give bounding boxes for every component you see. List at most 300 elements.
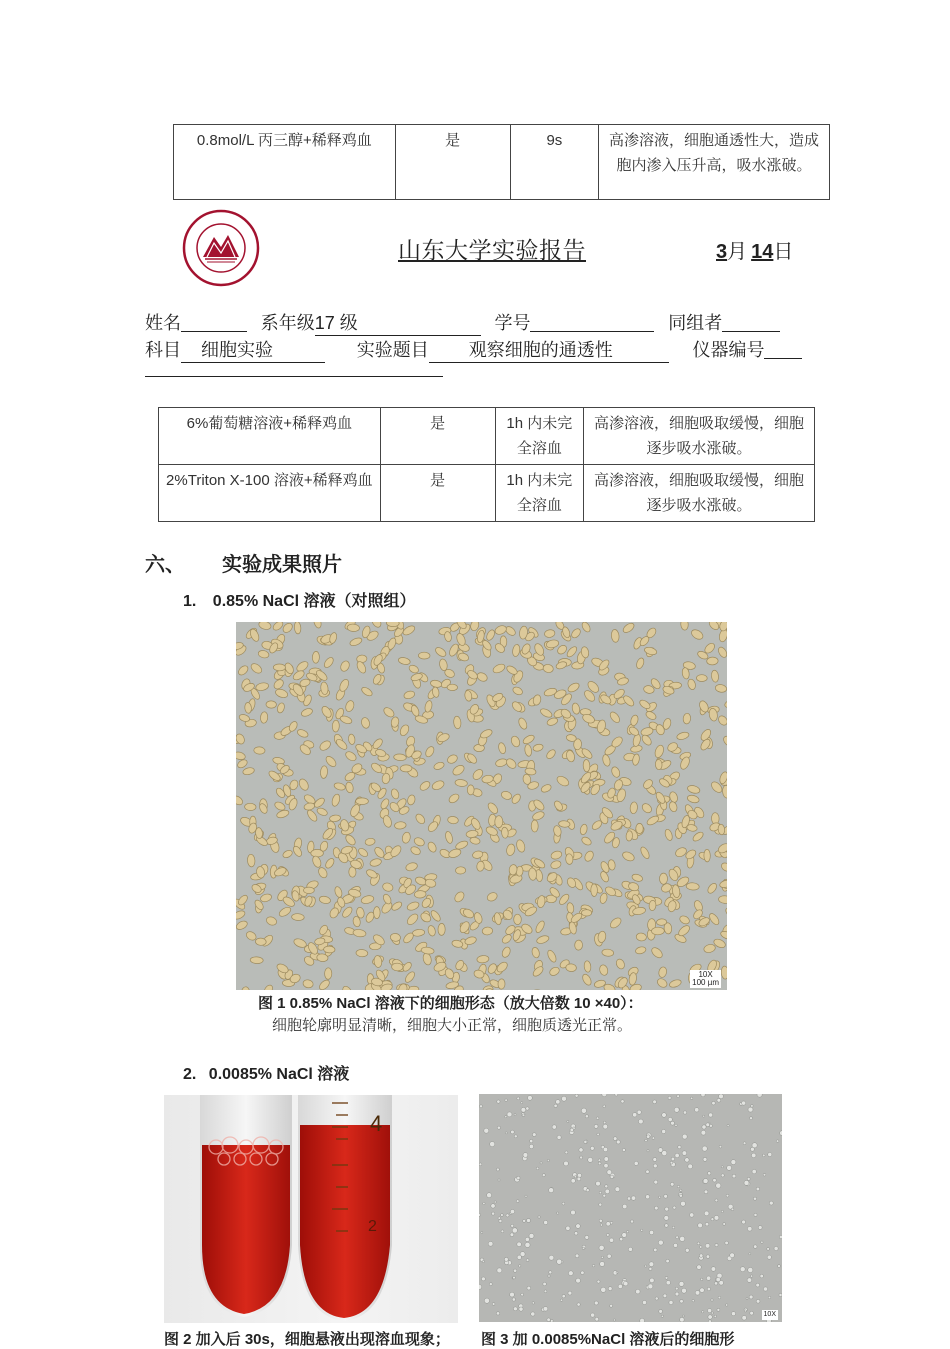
cell-texture <box>532 743 544 752</box>
ghost-cell-texture <box>705 1222 709 1226</box>
name-label: 姓名 <box>145 313 181 334</box>
ghost-cell-texture <box>732 1174 736 1178</box>
table-cell-time: 1h 内未完全溶血 <box>495 408 583 465</box>
ghost-cell-texture <box>596 1117 599 1120</box>
ghost-cell-texture <box>756 1299 760 1303</box>
ghost-cell-texture <box>654 1248 658 1252</box>
ghost-cell-texture <box>747 1278 752 1283</box>
ghost-cell-texture <box>479 1213 481 1216</box>
topic-value <box>429 336 669 363</box>
figure-2-tubes-photo <box>164 1095 458 1323</box>
cell-texture <box>447 816 458 824</box>
cell-texture <box>311 855 322 869</box>
cell-texture <box>292 845 304 858</box>
results-table-top <box>173 124 830 200</box>
ghost-cell-texture <box>711 1218 714 1221</box>
cell-texture <box>678 914 690 925</box>
ghost-cell-texture <box>527 1219 531 1223</box>
ghost-cell-texture <box>484 1128 489 1133</box>
cell-texture <box>580 836 592 847</box>
ghost-cell-texture <box>669 1300 673 1304</box>
ghost-cell-texture <box>576 1224 581 1229</box>
subject-label: 科目 <box>145 340 181 361</box>
ghost-cell-texture <box>714 1315 716 1317</box>
cell-texture <box>236 751 246 761</box>
cell-texture <box>542 664 553 674</box>
cell-texture <box>455 779 468 787</box>
cell-texture <box>306 809 319 823</box>
cell-texture <box>645 710 658 721</box>
cell-texture <box>360 717 370 729</box>
ghost-cell-texture <box>540 1162 542 1164</box>
ghost-cell-texture <box>682 1315 684 1317</box>
ghost-cell-texture <box>727 1165 732 1170</box>
cell-texture <box>258 622 272 631</box>
cell-texture <box>429 909 442 923</box>
ghost-cell-texture <box>525 1237 529 1241</box>
scale-bar-magnification: 10X <box>692 971 719 979</box>
cell-texture <box>717 646 727 659</box>
ghost-cell-texture <box>701 1278 703 1280</box>
cell-texture <box>500 790 513 801</box>
ghost-cell-texture <box>481 1232 483 1234</box>
cell-texture <box>334 886 343 898</box>
ghost-cell-texture <box>671 1157 675 1161</box>
cell-texture <box>254 747 266 755</box>
cell-texture <box>540 783 552 793</box>
ghost-cell-texture <box>675 1287 678 1290</box>
ghost-cell-texture <box>596 1181 601 1186</box>
ghost-cell-texture <box>618 1284 622 1288</box>
ghost-cell-texture <box>613 1137 617 1141</box>
cell-texture <box>369 858 382 868</box>
ghost-cell-texture <box>774 1246 778 1250</box>
cell-texture <box>536 934 550 945</box>
ghost-cell-texture <box>750 1311 754 1315</box>
ghost-cell-texture <box>640 1318 645 1322</box>
cell-texture <box>636 823 643 833</box>
ghost-cell-texture <box>708 1320 711 1322</box>
ghost-cell-texture <box>631 1196 635 1200</box>
cell-texture <box>355 660 367 674</box>
table-cell-solution: 2%Triton X-100 溶液+稀释鸡血 <box>159 465 381 522</box>
cell-texture <box>426 841 437 854</box>
cell-texture <box>313 622 323 629</box>
cell-texture <box>512 644 521 657</box>
ghost-cell-texture <box>548 1275 550 1277</box>
table-row <box>174 125 830 200</box>
ghost-cell-texture <box>599 1203 602 1206</box>
ghost-cell-texture <box>744 1180 749 1185</box>
ghost-cell-texture <box>550 1320 553 1323</box>
table-cell-time: 9s <box>510 125 598 200</box>
cell-texture <box>591 884 598 897</box>
ghost-cell-texture <box>549 1255 554 1260</box>
ghost-cell-texture <box>675 1153 679 1157</box>
cell-texture <box>531 947 541 959</box>
ghost-cell-texture <box>648 1284 653 1289</box>
cell-texture <box>631 873 643 883</box>
cell-texture <box>466 830 479 838</box>
ghost-cell-texture <box>716 1277 720 1281</box>
cell-texture <box>517 717 528 731</box>
ghost-cell-texture <box>661 1315 663 1317</box>
results-table-middle <box>158 407 815 522</box>
cell-texture <box>311 849 324 857</box>
ghost-cell-texture <box>581 1108 586 1113</box>
cell-texture <box>639 846 651 860</box>
item-heading-1 <box>183 588 416 611</box>
ghost-cell-texture <box>562 1202 565 1205</box>
ghost-cell-texture <box>742 1316 747 1321</box>
ghost-cell-texture <box>538 1216 540 1218</box>
ghost-cell-texture <box>556 1100 560 1104</box>
ghost-cell-texture <box>526 1107 529 1110</box>
ghost-cell-texture <box>690 1213 694 1217</box>
cell-texture <box>707 657 719 665</box>
cell-texture <box>236 758 248 769</box>
table-cell-hemolysis: 是 <box>395 125 510 200</box>
cell-texture <box>405 861 419 872</box>
ghost-cell-texture <box>514 1135 517 1138</box>
table-cell-hemolysis: 是 <box>380 465 495 522</box>
ghost-cell-texture <box>740 1267 745 1272</box>
ghost-cell-texture <box>748 1107 753 1112</box>
ghost-cell-texture <box>610 1304 613 1307</box>
ghost-cell-texture <box>695 1108 699 1112</box>
ghost-cell-texture <box>603 1105 606 1108</box>
ghost-cell-texture <box>568 1291 572 1295</box>
cell-texture <box>690 628 705 641</box>
ghost-cell-texture <box>489 1283 492 1286</box>
ghost-cell-texture <box>743 1142 746 1145</box>
cell-texture <box>566 902 574 914</box>
cell-texture <box>404 970 417 984</box>
ghost-cell-texture <box>598 1162 601 1165</box>
ghost-cell-texture <box>609 1238 613 1242</box>
report-date <box>716 235 793 264</box>
ghost-cell-texture <box>650 1278 655 1283</box>
cell-texture <box>602 949 614 957</box>
cell-texture <box>598 964 609 976</box>
cell-texture <box>403 690 416 700</box>
ghost-cell-texture <box>665 1277 668 1280</box>
cell-texture <box>683 713 691 724</box>
report-title: 山东大学实验报告 <box>398 232 586 265</box>
ghost-cell-texture <box>719 1094 724 1099</box>
cell-texture <box>360 894 374 904</box>
cell-texture <box>476 861 485 872</box>
ghost-cell-texture <box>706 1276 710 1280</box>
cell-texture <box>400 765 412 772</box>
ghost-cell-texture <box>714 1282 717 1285</box>
cell-texture <box>635 946 647 955</box>
ghost-cell-texture <box>564 1161 569 1166</box>
cell-texture <box>501 946 512 959</box>
cell-texture <box>413 836 426 847</box>
ghost-cell-texture <box>742 1101 746 1105</box>
ghost-cell-texture <box>725 1241 729 1245</box>
ghost-cell-texture <box>574 1232 578 1236</box>
cell-texture <box>550 860 562 870</box>
cell-texture <box>546 949 558 963</box>
cell-texture <box>608 710 621 724</box>
ghost-cell-texture <box>721 1174 724 1177</box>
cell-texture <box>548 966 561 978</box>
ghost-cell-texture <box>510 1292 515 1297</box>
ghost-cell-texture <box>714 1215 719 1220</box>
cell-texture <box>706 882 718 895</box>
ghost-cell-texture <box>501 1230 504 1233</box>
student-id-label: 学号 <box>494 313 530 334</box>
ghost-cell-texture <box>549 1271 552 1274</box>
ghost-cell-texture <box>670 1161 673 1164</box>
cell-texture <box>676 731 690 741</box>
ghost-cell-texture <box>757 1094 762 1097</box>
cell-texture <box>485 629 496 642</box>
ghost-cell-texture <box>749 1253 751 1255</box>
ghost-cell-texture <box>752 1143 757 1148</box>
ghost-cell-texture <box>529 1233 534 1238</box>
table-cell-explanation: 高渗溶液，细胞通透性大，造成胞内渗入压升高，吸水涨破。 <box>599 125 830 200</box>
cell-texture <box>447 792 460 804</box>
cell-texture <box>447 684 458 691</box>
ghost-cell-texture <box>706 1255 710 1259</box>
cell-texture <box>357 847 369 858</box>
cell-texture <box>514 914 522 925</box>
ghost-cell-texture <box>599 1191 601 1193</box>
cell-texture <box>635 657 645 670</box>
cell-texture <box>272 622 285 632</box>
ghost-cell-texture <box>664 1194 668 1198</box>
ghost-cell-texture <box>517 1097 520 1100</box>
ghost-cell-texture <box>633 1113 637 1117</box>
cell-texture <box>424 700 433 713</box>
ghost-cell-texture <box>768 1152 772 1156</box>
cell-texture <box>651 927 664 935</box>
ghost-cell-texture <box>675 1124 677 1126</box>
cell-texture <box>506 843 516 856</box>
ghost-cell-texture <box>756 1283 760 1287</box>
ghost-cell-texture <box>608 1287 612 1291</box>
ghost-cell-texture <box>588 1157 593 1162</box>
ghost-cell-texture <box>750 1275 752 1277</box>
ghost-cell-texture <box>695 1291 700 1296</box>
ghost-cell-texture <box>613 1319 615 1321</box>
cell-texture <box>393 754 406 761</box>
ghost-cell-texture <box>682 1134 687 1139</box>
ghost-cell-texture <box>491 1204 495 1208</box>
cell-texture <box>276 809 290 819</box>
ghost-cell-texture <box>662 1113 667 1118</box>
ghost-cell-texture <box>516 1200 519 1203</box>
ghost-cell-texture <box>699 1246 702 1249</box>
ghost-cell-texture <box>637 1110 641 1114</box>
ghost-cell-texture <box>501 1214 504 1217</box>
cell-texture <box>438 923 445 935</box>
cell-texture <box>345 782 354 794</box>
ghost-cell-texture <box>646 1170 650 1174</box>
ghost-cell-texture <box>672 1226 675 1229</box>
ghost-cell-texture <box>709 1124 712 1127</box>
cell-texture <box>272 678 285 691</box>
ghost-cell-texture <box>536 1167 539 1170</box>
cell-texture <box>534 920 546 934</box>
ghost-cell-texture <box>683 1111 686 1114</box>
ghost-cell-texture <box>704 1211 709 1216</box>
item-number: 2. <box>183 1066 196 1083</box>
cell-texture <box>718 895 727 904</box>
cell-texture <box>720 930 727 941</box>
cell-texture <box>382 706 396 719</box>
ghost-cell-texture <box>627 1231 629 1233</box>
cell-texture <box>494 624 508 636</box>
ghost-cell-texture <box>497 1268 502 1273</box>
ghost-cell-texture <box>708 1315 712 1319</box>
ghost-cell-texture <box>677 1185 679 1187</box>
cell-texture <box>318 978 331 990</box>
ghost-cell-texture <box>751 1153 756 1158</box>
ghost-cell-texture <box>668 1096 671 1099</box>
ghost-cell-texture <box>750 1117 753 1120</box>
cell-texture <box>250 957 263 964</box>
dept-value <box>315 309 481 336</box>
ghost-cell-texture <box>647 1150 649 1152</box>
item-heading-2 <box>183 1061 349 1084</box>
ghost-cell-texture <box>577 1303 580 1306</box>
ghost-cell-texture <box>679 1194 682 1197</box>
ghost-cell-texture <box>699 1254 703 1258</box>
ghost-cell-texture <box>628 1247 632 1251</box>
ghost-cell-texture <box>483 1202 485 1204</box>
cell-texture <box>333 782 346 791</box>
cell-texture <box>323 656 336 669</box>
ghost-cell-texture <box>497 1126 500 1129</box>
cell-texture <box>720 861 727 873</box>
ghost-cell-texture <box>505 1099 508 1102</box>
cell-texture <box>446 753 459 765</box>
ghost-cell-texture <box>655 1297 658 1300</box>
cell-texture <box>659 873 667 884</box>
ghost-cell-texture <box>769 1201 773 1205</box>
cell-texture <box>609 916 623 930</box>
ghost-cell-texture <box>663 1294 667 1298</box>
ghost-cell-texture <box>646 1135 650 1139</box>
ghost-cell-texture <box>680 1300 684 1304</box>
date-month-label: 月 <box>727 239 747 263</box>
ghost-cell-texture <box>702 1146 707 1151</box>
item-label: 0.85% NaCl 溶液（对照组） <box>213 593 416 610</box>
ghost-cell-texture <box>570 1128 574 1132</box>
cell-texture <box>555 774 570 788</box>
ghost-cell-texture <box>511 1130 515 1134</box>
ghost-cell-texture <box>482 1260 484 1262</box>
cell-texture <box>544 629 555 638</box>
cell-texture <box>356 949 368 957</box>
cell-texture <box>640 733 653 746</box>
ghost-cell-texture <box>505 1132 507 1134</box>
ghost-cell-texture <box>494 1201 496 1203</box>
cell-texture <box>382 882 394 893</box>
ghost-cell-texture <box>577 1177 581 1181</box>
cell-texture <box>570 627 582 639</box>
cell-texture <box>394 821 406 829</box>
ghost-cell-texture <box>726 1304 728 1306</box>
cell-texture <box>433 761 445 771</box>
ghost-cell-texture <box>715 1199 718 1202</box>
ghost-cell-texture <box>594 1301 598 1305</box>
cell-texture <box>640 802 653 815</box>
instrument-label: 仪器编号 <box>692 340 764 361</box>
ghost-cell-texture <box>512 1228 517 1233</box>
ghost-cell-texture <box>527 1286 531 1290</box>
ghost-cell-texture <box>604 1157 609 1162</box>
ghost-cell-texture <box>731 1208 734 1211</box>
ghost-cell-texture <box>763 1287 767 1291</box>
ghost-cell-texture <box>479 1284 482 1289</box>
ghost-cell-texture <box>604 1164 608 1168</box>
cell-texture <box>260 712 268 724</box>
ghost-cell-texture <box>654 1180 658 1184</box>
figure-1-description: 细胞轮廓明显清晰，细胞大小正常，细胞质透光正常。 <box>272 1014 632 1035</box>
cell-texture <box>722 734 727 748</box>
cell-texture <box>427 925 437 937</box>
date-day: 14 <box>751 241 773 263</box>
ghost-cell-texture <box>705 1244 710 1249</box>
scale-bar-label: 10X <box>762 1310 778 1320</box>
ghost-cell-texture <box>761 1241 763 1243</box>
ghost-cell-texture <box>532 1302 534 1304</box>
cell-texture <box>512 686 524 697</box>
ghost-cell-texture <box>682 1288 687 1293</box>
cell-texture <box>263 984 274 990</box>
ghost-cell-texture <box>525 1242 530 1247</box>
cell-texture <box>644 646 658 656</box>
ghost-cell-texture <box>721 1166 723 1168</box>
dept-label: 系年级 <box>261 313 315 334</box>
ghost-cell-texture <box>708 1172 711 1175</box>
university-logo <box>181 209 261 287</box>
cell-texture <box>715 684 727 693</box>
ghost-cell-texture <box>717 1098 721 1102</box>
cell-texture <box>575 940 583 950</box>
cell-texture <box>414 812 426 825</box>
ghost-cell-texture <box>676 1236 679 1239</box>
ghost-cell-texture <box>513 1307 517 1311</box>
info-row-2 <box>145 336 802 363</box>
cell-texture <box>259 893 272 903</box>
ghost-cell-texture <box>594 1124 598 1128</box>
cell-texture <box>412 929 425 937</box>
ghost-cell-texture <box>603 1124 608 1129</box>
ghost-cell-texture <box>665 1207 669 1211</box>
ghost-cell-texture <box>727 1125 729 1127</box>
ghost-cell-texture <box>586 1189 589 1192</box>
figure-2-caption: 图 2 加入后 30s，细胞悬液出现溶血现象； <box>164 1328 450 1349</box>
cell-texture <box>668 791 678 804</box>
ghost-cell-texture <box>659 1310 663 1314</box>
cell-texture <box>365 838 376 846</box>
ghost-cell-texture <box>747 1227 752 1232</box>
ghost-cell-texture <box>763 1154 766 1157</box>
cell-texture <box>236 794 244 806</box>
figure-3-caption: 图 3 加 0.0085%NaCl 溶液后的细胞形 <box>481 1328 734 1349</box>
ghost-cell-texture <box>723 1223 726 1226</box>
ghost-cell-texture <box>767 1248 770 1251</box>
ghost-cell-texture <box>627 1197 630 1200</box>
ghost-cell-texture <box>579 1148 583 1152</box>
ghost-cell-texture <box>670 1182 674 1186</box>
